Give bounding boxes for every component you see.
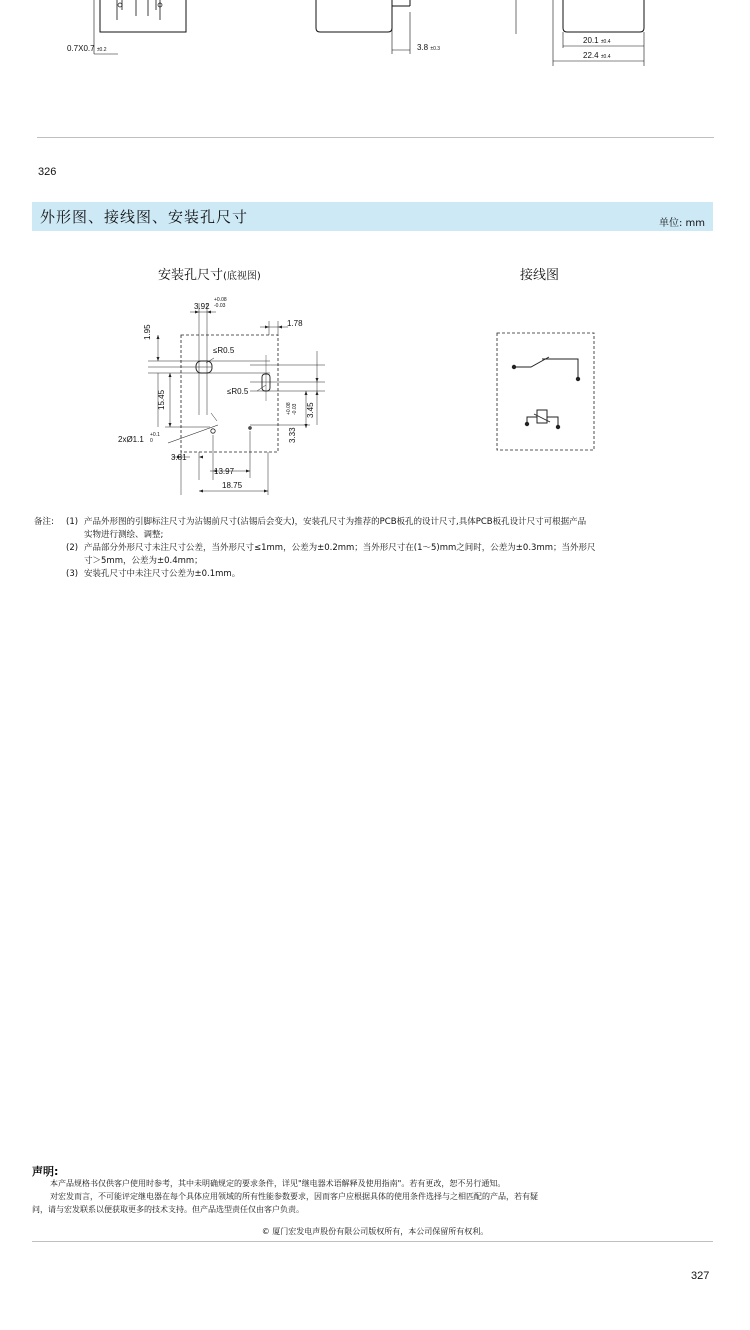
unit-label: 单位: mm — [658, 218, 705, 229]
side-dim-value: 3.8 — [417, 43, 429, 52]
radius-label-b: ≤R0.5 — [227, 387, 249, 396]
notes-block — [34, 516, 714, 581]
copyright-notice: © 厦门宏发电声股份有限公司版权所有，本公司保留所有权利。 — [261, 1227, 489, 1236]
width-inner-dimension — [583, 36, 611, 45]
dim-15-45: 15.45 — [157, 389, 166, 410]
dim-1-95: 1.95 — [143, 324, 152, 340]
dim-3-33-tol-minus: -0.03 — [292, 403, 298, 415]
page-number-right: 327 — [691, 1270, 710, 1282]
dim-3-92 — [194, 302, 210, 311]
dim-3-33-tol-plus: +0.08 — [286, 402, 292, 415]
page-divider-top — [37, 137, 714, 138]
wiring-diagram — [494, 330, 598, 454]
declaration-line-1: 本产品规格书仅供客户使用时参考，其中未明确规定的要求条件，详见"继电器术语解释及使用指南"。若有更改，恕不另行通知。 — [50, 1179, 506, 1188]
note-1-number: (1) — [66, 517, 79, 527]
dim-1-78: 1.78 — [287, 319, 303, 328]
hole-diameter-label — [118, 435, 144, 444]
dim-18-75: 18.75 — [222, 481, 243, 490]
declaration-line-3: 问，请与宏发联系以便获取更多的技术支持。但产品选型责任仅由客户负责。 — [32, 1205, 304, 1214]
wiring-fig-title: 接线图 — [520, 268, 560, 283]
declaration-title: 声明: — [32, 1165, 59, 1178]
note-1-line-1: 产品外形图的引脚标注尺寸为沾锡前尺寸(沾锡后会变大)，安装孔尺寸为推荐的PCB板孔的设计尺寸,具体PCB板孔设计尺寸可根据产品 — [84, 517, 587, 527]
note-2-line-2: 寸＞5mm，公差为±0.4mm； — [84, 556, 203, 566]
radius-label-a: ≤R0.5 — [213, 346, 235, 355]
note-2-line-1: 产品部分外形尺寸未注尺寸公差，当外形尺寸≤1mm，公差为±0.2mm；当外形尺寸在(1～5)mm之间时，公差为±0.3mm；当外形尺 — [84, 543, 596, 553]
hole-tolerance — [150, 432, 160, 444]
note-3-line-1: 安装孔尺寸中未注尺寸公差为±0.1mm。 — [84, 569, 241, 579]
mount-fig-title-text: 安装孔尺寸 — [158, 268, 224, 283]
page-divider-bottom — [32, 1241, 713, 1242]
dim-3-45: 3.45 — [306, 402, 315, 418]
pin-size-tolerance: ±0.2 — [96, 47, 107, 53]
section-header — [32, 202, 713, 231]
width-inner-value: 20.1 — [583, 36, 599, 45]
pin-size-dimension — [67, 44, 107, 53]
previous-page-drawing-fragments — [0, 0, 750, 70]
declaration-line-2: 对宏发而言，不可能评定继电器在每个具体应用领域的所有性能参数要求，因而客户应根据具体的使用条件选择与之相匹配的产品，若有疑 — [50, 1192, 538, 1201]
hole-tol-plus: +0.1 — [150, 432, 160, 438]
dim-3-92-tol-minus: -0.03 — [214, 303, 226, 309]
dim-3-33 — [288, 427, 297, 443]
notes-label: 备注: — [34, 517, 54, 527]
side-dimension — [417, 43, 440, 52]
pin-size-value: 0.7X0.7 — [67, 44, 95, 53]
dim-3-92-value: 3.92 — [194, 302, 210, 311]
dim-3-92-tol-plus: +0.08 — [214, 297, 227, 303]
dim-13-97: 13.97 — [214, 467, 235, 476]
dim-3-33-tolerance — [286, 402, 298, 415]
width-outer-dimension — [583, 51, 611, 60]
section-title: 外形图、接线图、安装孔尺寸 — [40, 208, 249, 226]
note-2-number: (2) — [66, 543, 79, 553]
mount-fig-subtitle: (底视图) — [223, 271, 261, 282]
dim-3-81: 3.81 — [171, 453, 187, 462]
dim-3-92-tolerance — [214, 297, 227, 309]
hole-tol-minus: 0 — [150, 438, 153, 444]
width-outer-value: 22.4 — [583, 51, 599, 60]
hole-diameter-value: 2xØ1.1 — [118, 435, 144, 444]
page-number-left: 326 — [38, 166, 57, 178]
width-outer-tolerance: ±0.4 — [600, 54, 611, 60]
side-dim-tolerance: ±0.3 — [430, 46, 441, 52]
dim-3-33-value: 3.33 — [288, 427, 297, 443]
note-1-line-2: 实物进行测绘、调整; — [84, 530, 164, 540]
note-3-number: (3) — [66, 569, 79, 579]
width-inner-tolerance: ±0.4 — [600, 39, 611, 45]
mount-fig-title — [158, 264, 261, 283]
